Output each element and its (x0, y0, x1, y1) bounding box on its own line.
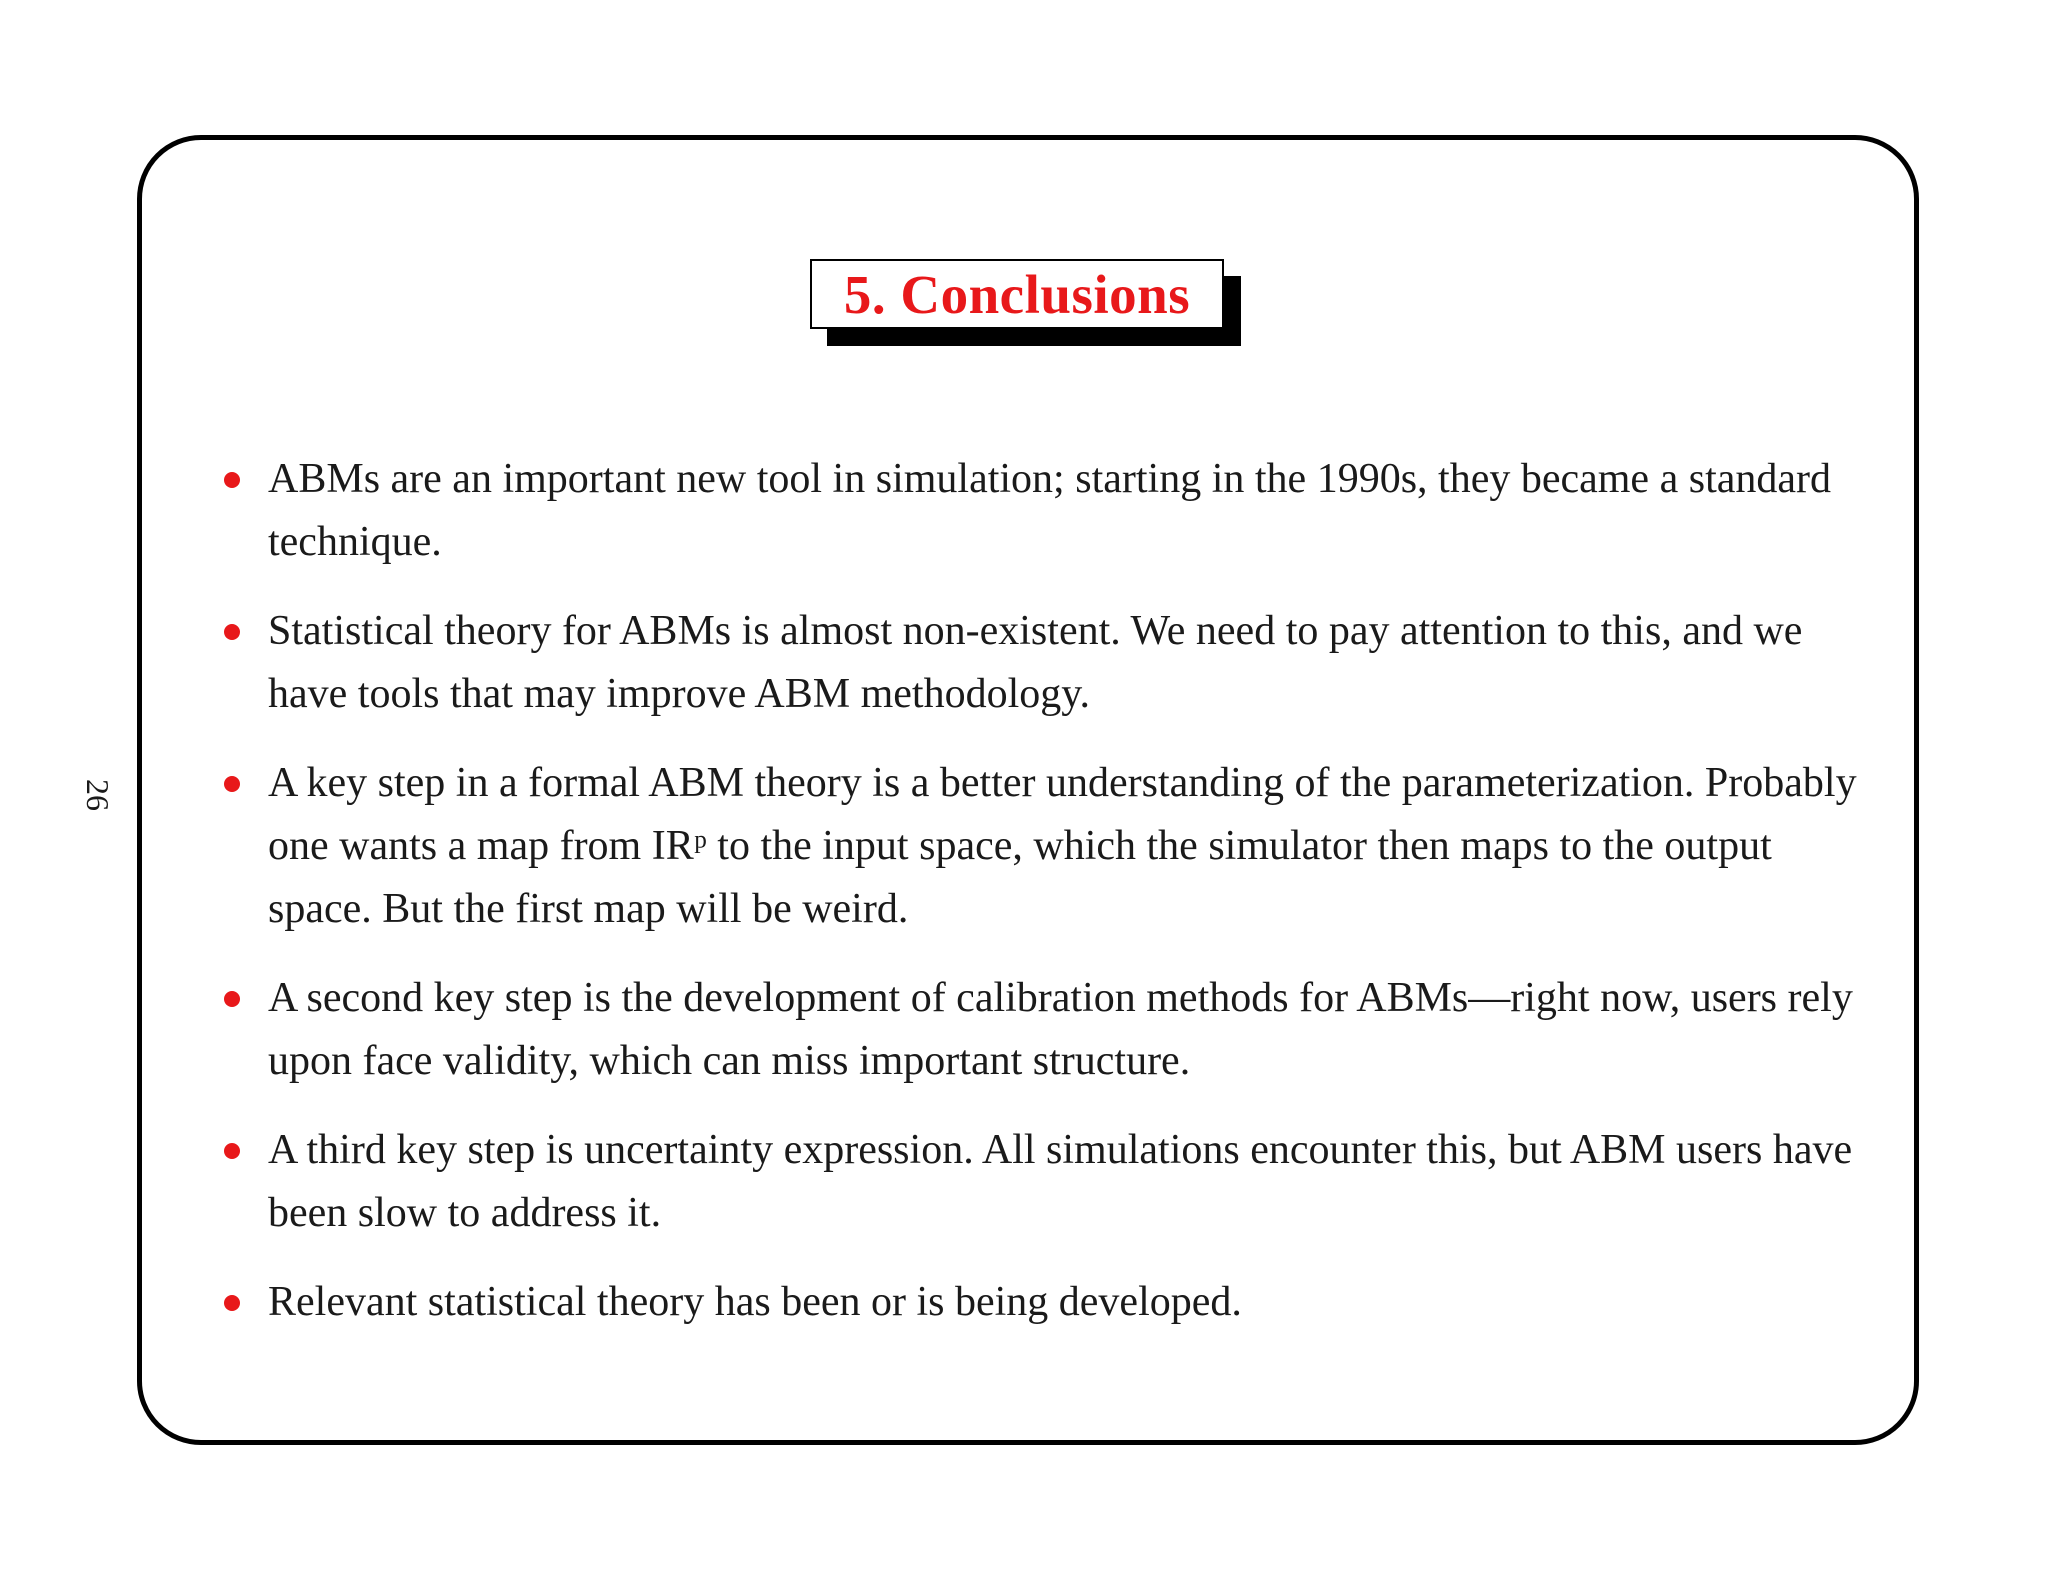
bullet-item (222, 600, 1872, 726)
bullet-icon (224, 624, 240, 640)
bullet-item (222, 967, 1872, 1093)
bullet-text: ABMs are an important new tool in simulation; starting in the 1990s, they became a standard technique. (268, 456, 1832, 565)
title-box (810, 259, 1224, 329)
title-container (810, 259, 1224, 329)
bullet-icon (224, 991, 240, 1007)
bullet-item (222, 752, 1872, 941)
bullet-item (222, 1271, 1872, 1334)
bullet-text: Statistical theory for ABMs is almost non-existent. We need to pay attention to this, and we have tools that may improve ABM methodology. (268, 608, 1803, 717)
bullet-text: A second key step is the development of calibration methods for ABMs—right now, users rely upon face validity, which can miss important structure. (268, 975, 1853, 1084)
bullet-text: A third key step is uncertainty expression. All simulations encounter this, but ABM users have been slow to address it. (268, 1127, 1853, 1236)
slide-title: 5. Conclusions (843, 263, 1191, 325)
bullet-icon (224, 472, 240, 488)
bullet-text: A key step in a formal ABM theory is a better understanding of the parameterization. Probably one wants a map from IRᵖ to the input space, which the simulator then maps to the output space. But the first map will be weird. (268, 760, 1857, 932)
bullet-icon (224, 1143, 240, 1159)
bullet-text: Relevant statistical theory has been or is being developed. (268, 1279, 1242, 1325)
bullet-icon (224, 776, 240, 792)
bullet-icon (224, 1295, 240, 1311)
bullet-list (222, 448, 1872, 1360)
bullet-item (222, 448, 1872, 574)
page-number: 26 (80, 779, 116, 811)
bullet-item (222, 1119, 1872, 1245)
